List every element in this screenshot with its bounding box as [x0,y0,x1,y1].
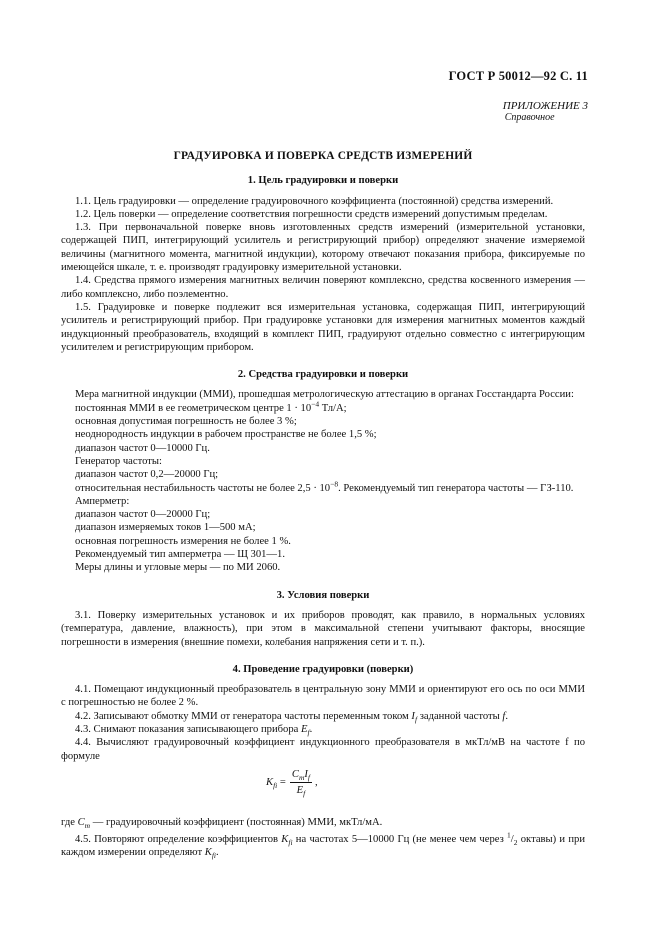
spec-line: основная погрешность измерения не более 1 %. [75,535,291,547]
paragraph-4-1: 4.1. Помещают индукционный преобразователь в центральную зону ММИ и ориентируют его ось по оси ММИ с погрешностью не более 2 %. [61,684,585,709]
section-3-heading: 3. Условия поверки [276,589,370,601]
spec-line: Рекомендуемый тип амперметра — Щ 301—1. [75,549,285,561]
coef-symbol: K [281,834,289,846]
instability-text: относительная нестабильность частоты не более 2,5 · 10 [75,482,331,494]
p43-end: . [309,723,313,735]
emf-symbol: E [300,723,308,735]
where-subscript: m [84,820,91,830]
spec-line: Генератор частоты: [75,455,162,467]
paragraph-1-3: 1.3. При первоначальной поверке вновь изготовленных средств измерений (измерительной установки, содержащей ПИП, интегрирующий усилитель и регистрирующий прибор) определяют значение измеряемой величины (магнитного момента, магнитной индукции), которому отвечают показания прибора, фиксируемые по имеющейся шкале, т. е. производят градуировку измерительной установки. [61,222,585,274]
p45-text: 4.5. Повторяют определение коэффициентов [75,834,282,846]
spec-line: диапазон частот 0,2—20000 Гц; [75,469,219,481]
spec-line: диапазон измеряемых токов 1—500 мА; [75,522,256,534]
section-1-heading: 1. Цель градуировки и поверки [247,175,399,187]
where-symbol: C [77,816,85,828]
p42-end: . [505,710,509,722]
instability-exponent: −8 [330,479,339,488]
appendix-subtitle: Справочное [504,112,555,123]
where-definition: — градуировочный коэффициент (постоянная) ММИ, мкТл/мА. [90,816,383,828]
spec-line: неоднородность индукции в рабочем пространстве не более 1,5 %; [75,429,377,441]
spec-line: диапазон частот 0—10000 Гц. [75,442,210,454]
p42-mid: заданной частоты [417,710,503,722]
mmi-constant [61,399,585,415]
paragraph-1-2: 1.2. Цель поверки — определение соответствия погрешности средств измерений допустимым пределам. [75,208,548,220]
formula-denominator: $E_f$ [296,785,306,799]
current-subscript: f [414,714,418,724]
paragraph-1-1: 1.1. Цель градуировки — определение градуировочного коэффициента (постоянной) средства измерений. [75,195,554,207]
mmi-constant-text: постоянная ММИ в ее геометрическом центре 1 · 10 [75,402,312,414]
generator-instability [61,479,585,495]
coef-subscript-2: fi [211,851,216,861]
mmi-intro: Мера магнитной индукции (ММИ), прошедшая метрологическую аттестацию в органах Госстандарта России: [75,389,574,401]
formula-numerator: $C_mI_f$ [291,768,310,782]
section-2-heading: 2. Средства градуировки и поверки [237,369,409,381]
p43-text: 4.3. Снимают показания записывающего прибора [75,723,301,735]
octave-numerator: 1 [507,830,511,840]
paragraph-4-3 [61,723,585,736]
formula-where [61,816,585,829]
page-header: ГОСТ Р 50012—92 С. 11 [448,69,588,83]
p45-mid: на частотах 5—10000 Гц (не менее чем через [292,834,508,846]
formula-fraction [290,768,312,798]
formula-lhs: $K_{fi}$ = [266,777,286,791]
paragraph-1-4: 1.4. Средства прямого измерения магнитных величин поверяют комплексно, средства косвенного измерения — либо комплексно, либо поэлементно. [61,275,585,300]
mmi-constant-exponent: −4 [311,399,320,409]
mmi-constant-unit: Тл/А; [319,402,347,414]
where-text: где [61,816,78,828]
appendix-title: ПРИЛОЖЕНИЕ 3 [502,100,588,112]
document-body [61,150,585,860]
formula-comma: , [315,777,318,789]
instability-recommendation: . Рекомендуемый тип генератора частоты — ГЗ-110. [338,482,574,494]
spec-line: диапазон частот 0—20000 Гц; [75,509,211,521]
emf-subscript: f [307,728,310,738]
paragraph-4-2 [61,710,585,723]
paragraph-3-1: 3.1. Поверку измерительных установок и их приборов проводят, как правило, в нормальных условиях (температура, давление, влажность), при этом в максимальной степени учитывают факторы, вносящие погрешности в измерения (внешние помехи, колебания напряжения сети и т. п.). [61,609,585,648]
document-title: ГРАДУИРОВКА И ПОВЕРКА СРЕДСТВ ИЗМЕРЕНИЙ [173,150,473,162]
octave-denominator: 2 [513,838,518,848]
spec-line: Меры длины и угловые меры — по МИ 2060. [75,562,281,574]
frequency-symbol: f [502,710,506,722]
spec-line: основная допустимая погрешность не более 3 %; [75,416,297,428]
section-4-heading: 4. Проведение градуировки (поверки) [232,663,414,675]
calibration-formula [61,768,585,812]
paragraph-1-5: 1.5. Градуировке и поверке подлежит вся измерительная установка, содержащая ПИП, интегрирующий усилитель и регистрирующий прибор. При градуировке установки для измерения магнитных моментов каждый индукционный преобразователь, входящий в комплект ПИП, градуируют отдельно совместно с интегрирующим усилителем и регистрирующим прибором. [61,301,585,353]
p45-end: . [216,847,219,859]
current-symbol: I [411,710,415,722]
coef-symbol-2: K [204,847,212,859]
appendix-label [503,100,588,124]
paragraph-4-5: 4.5. Повторяют определение коэффициентов $K_{fi}$ на частотах 5—10000 Гц (не менее чем через $^1/_2$ октавы) и при каждом измерении определяют $K_{fi}$. [61,830,586,861]
p45-mid2: октавы) и при каждом измерении определяют [61,834,586,859]
paragraph-4-4: 4.4. Вычисляют градуировочный коэффициент индукционного преобразователя в мкТл/мВ на частоте f по формуле [61,737,585,762]
coef-subscript: fi [288,838,293,848]
p42-text: 4.2. Записывают обмотку ММИ от генератора частоты переменным током [75,710,412,722]
spec-line: Амперметр: [75,495,130,507]
